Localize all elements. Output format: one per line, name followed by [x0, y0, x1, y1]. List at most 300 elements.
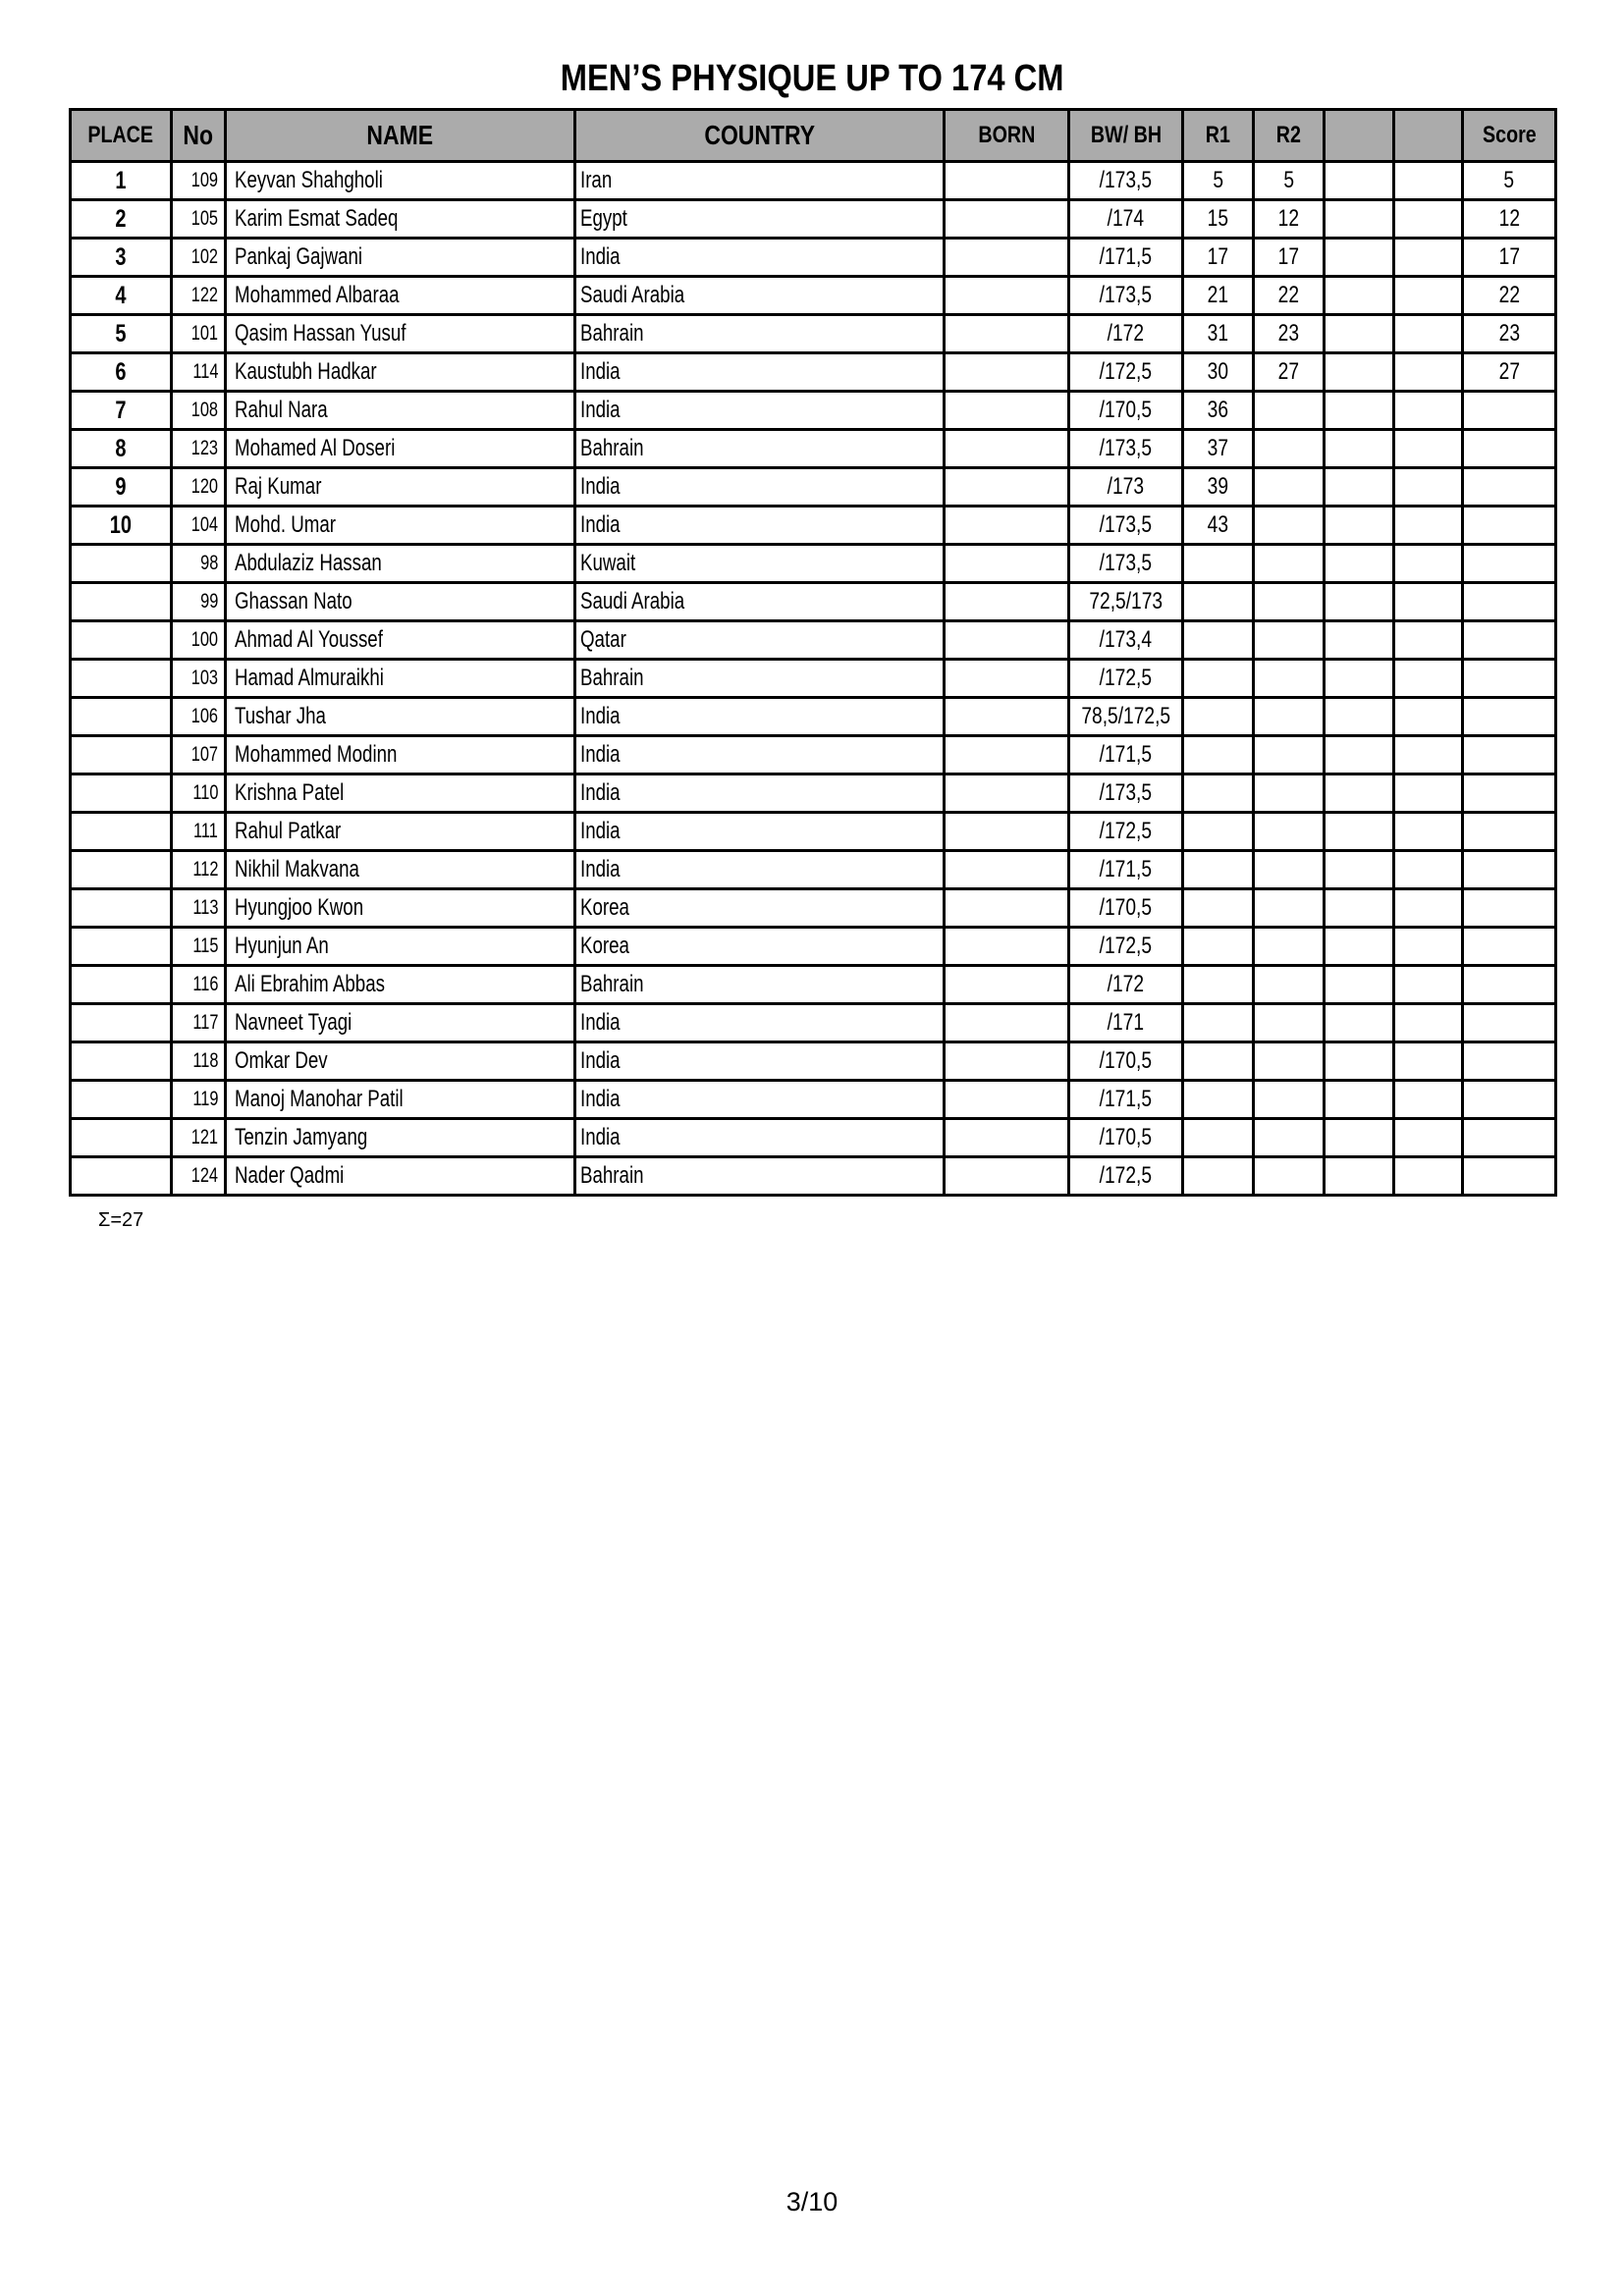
cell-place — [71, 1042, 172, 1081]
cell-country — [575, 851, 945, 889]
cell-born — [945, 1081, 1069, 1119]
cell-bwbh — [1069, 353, 1183, 392]
cell-born — [945, 162, 1069, 200]
cell-place — [71, 545, 172, 583]
cell-bwbh-text: /173,5 — [1099, 167, 1153, 193]
cell-r2-text: 27 — [1277, 358, 1300, 385]
cell-name — [226, 813, 575, 851]
cell-born — [945, 1157, 1069, 1196]
cell-no — [172, 468, 226, 507]
cell-no — [172, 392, 226, 430]
cell-place — [71, 162, 172, 200]
cell-no — [172, 583, 226, 621]
cell-extra2 — [1394, 813, 1463, 851]
cell-place-text: 9 — [115, 473, 127, 501]
cell-extra1 — [1325, 277, 1394, 315]
cell-no-text: 99 — [199, 590, 218, 613]
cell-bwbh-text: 72,5/173 — [1089, 588, 1163, 614]
cell-born — [945, 813, 1069, 851]
cell-name-text: Krishna Patel — [235, 779, 345, 806]
col-header-r1-label: R1 — [1205, 122, 1231, 148]
cell-r1-text: 5 — [1213, 167, 1223, 193]
col-header-no — [172, 110, 226, 162]
cell-r2 — [1254, 545, 1325, 583]
cell-bwbh-text: /172,5 — [1099, 665, 1153, 691]
cell-country-text: Iran — [580, 167, 613, 193]
cell-place-text: 8 — [115, 435, 127, 462]
cell-bwbh — [1069, 162, 1183, 200]
cell-score — [1463, 545, 1556, 583]
cell-score — [1463, 583, 1556, 621]
cell-r1 — [1183, 774, 1254, 813]
cell-r1-text: 31 — [1207, 320, 1229, 347]
cell-name — [226, 1119, 575, 1157]
cell-extra2 — [1394, 1157, 1463, 1196]
cell-bwbh-text: /173,5 — [1099, 282, 1153, 308]
cell-bwbh-text: /170,5 — [1099, 1047, 1153, 1074]
cell-country — [575, 928, 945, 966]
cell-no-text: 123 — [190, 437, 218, 459]
cell-name-text: Omkar Dev — [235, 1047, 328, 1074]
cell-extra1 — [1325, 353, 1394, 392]
cell-r1 — [1183, 1119, 1254, 1157]
cell-score — [1463, 774, 1556, 813]
cell-score — [1463, 621, 1556, 660]
cell-place — [71, 1004, 172, 1042]
cell-country — [575, 774, 945, 813]
table-row — [71, 162, 1556, 200]
col-header-born-label: BORN — [978, 122, 1035, 148]
cell-extra2 — [1394, 1081, 1463, 1119]
cell-no — [172, 889, 226, 928]
cell-bwbh — [1069, 889, 1183, 928]
cell-country — [575, 1081, 945, 1119]
cell-no-text: 121 — [190, 1126, 218, 1148]
cell-born — [945, 315, 1069, 353]
cell-no — [172, 277, 226, 315]
cell-place — [71, 239, 172, 277]
cell-r2 — [1254, 1042, 1325, 1081]
cell-born — [945, 1042, 1069, 1081]
cell-country-text: India — [580, 397, 621, 423]
cell-bwbh-text: 78,5/172,5 — [1081, 703, 1171, 729]
cell-bwbh-text: /172 — [1107, 320, 1145, 347]
cell-r1-text: 30 — [1207, 358, 1229, 385]
cell-country-text: India — [580, 779, 621, 806]
cell-extra1 — [1325, 1119, 1394, 1157]
cell-place — [71, 315, 172, 353]
cell-bwbh-text: /172,5 — [1099, 933, 1153, 959]
cell-born — [945, 660, 1069, 698]
cell-country-text: India — [580, 1124, 621, 1150]
cell-country-text: Bahrain — [580, 435, 644, 461]
cell-r2-text: 23 — [1277, 320, 1300, 347]
cell-country — [575, 200, 945, 239]
cell-name-text: Karim Esmat Sadeq — [235, 205, 399, 232]
cell-no-text: 117 — [191, 1011, 218, 1034]
cell-country — [575, 545, 945, 583]
cell-name-text: Hyunjun An — [235, 933, 329, 959]
col-header-bwbh — [1069, 110, 1183, 162]
cell-no-text: 112 — [191, 858, 218, 881]
cell-extra2 — [1394, 966, 1463, 1004]
cell-bwbh — [1069, 774, 1183, 813]
table-row — [71, 1119, 1556, 1157]
cell-r2 — [1254, 200, 1325, 239]
cell-no-text: 124 — [190, 1164, 218, 1187]
cell-bwbh-text: /173,4 — [1099, 626, 1153, 653]
cell-r1 — [1183, 1004, 1254, 1042]
cell-country-text: Korea — [580, 933, 629, 959]
cell-extra2 — [1394, 1042, 1463, 1081]
cell-name — [226, 545, 575, 583]
cell-name — [226, 698, 575, 736]
cell-score — [1463, 1157, 1556, 1196]
cell-place — [71, 583, 172, 621]
table-row — [71, 200, 1556, 239]
table-row — [71, 392, 1556, 430]
cell-r2 — [1254, 621, 1325, 660]
cell-r1 — [1183, 621, 1254, 660]
cell-r2 — [1254, 1119, 1325, 1157]
cell-r1 — [1183, 468, 1254, 507]
cell-country-text: Saudi Arabia — [580, 282, 685, 308]
cell-country — [575, 1119, 945, 1157]
col-header-country — [575, 110, 945, 162]
cell-extra1 — [1325, 698, 1394, 736]
cell-extra2 — [1394, 736, 1463, 774]
cell-no — [172, 200, 226, 239]
cell-bwbh-text: /174 — [1107, 205, 1145, 232]
cell-bwbh-text: /170,5 — [1099, 1124, 1153, 1150]
cell-bwbh — [1069, 392, 1183, 430]
cell-place — [71, 774, 172, 813]
table-row — [71, 239, 1556, 277]
cell-name-text: Hyungjoo Kwon — [235, 894, 364, 921]
table-row — [71, 966, 1556, 1004]
cell-country — [575, 1004, 945, 1042]
cell-score — [1463, 277, 1556, 315]
cell-name — [226, 1042, 575, 1081]
cell-score — [1463, 928, 1556, 966]
cell-score-text: 27 — [1498, 358, 1520, 385]
cell-bwbh — [1069, 851, 1183, 889]
cell-bwbh-text: /171 — [1107, 1009, 1145, 1036]
cell-r1 — [1183, 353, 1254, 392]
cell-place-text: 4 — [115, 282, 127, 309]
cell-country — [575, 430, 945, 468]
cell-name — [226, 1081, 575, 1119]
cell-place — [71, 621, 172, 660]
cell-place-text: 10 — [109, 511, 133, 539]
cell-r1-text: 39 — [1207, 473, 1229, 500]
cell-r2 — [1254, 392, 1325, 430]
cell-r2 — [1254, 315, 1325, 353]
cell-born — [945, 889, 1069, 928]
cell-name-text: Abdulaziz Hassan — [235, 550, 382, 576]
cell-r1 — [1183, 162, 1254, 200]
cell-score-text: 22 — [1498, 282, 1520, 308]
cell-name — [226, 430, 575, 468]
cell-bwbh — [1069, 1042, 1183, 1081]
cell-bwbh — [1069, 660, 1183, 698]
cell-country-text: Qatar — [580, 626, 626, 653]
page-title-text: MEN’S PHYSIQUE UP TO 174 CM — [560, 58, 1064, 99]
cell-born — [945, 621, 1069, 660]
cell-no-text: 122 — [190, 284, 218, 306]
cell-country-text: India — [580, 511, 621, 538]
table-row — [71, 698, 1556, 736]
col-header-r2-label: R2 — [1275, 122, 1302, 148]
cell-no-text: 118 — [191, 1049, 218, 1072]
cell-score — [1463, 353, 1556, 392]
table-row — [71, 660, 1556, 698]
cell-country-text: India — [580, 741, 621, 768]
cell-no — [172, 162, 226, 200]
cell-no — [172, 353, 226, 392]
cell-r1 — [1183, 545, 1254, 583]
cell-extra2 — [1394, 1119, 1463, 1157]
cell-country-text: Bahrain — [580, 971, 644, 997]
cell-r1-text: 21 — [1207, 282, 1229, 308]
cell-extra2 — [1394, 468, 1463, 507]
cell-bwbh — [1069, 928, 1183, 966]
cell-country-text: India — [580, 358, 621, 385]
table-row — [71, 430, 1556, 468]
cell-bwbh — [1069, 277, 1183, 315]
cell-name — [226, 353, 575, 392]
table-row — [71, 545, 1556, 583]
cell-no-text: 107 — [190, 743, 218, 766]
cell-country-text: Bahrain — [580, 320, 644, 347]
cell-name — [226, 851, 575, 889]
cell-name-text: Ghassan Nato — [235, 588, 352, 614]
cell-score-text: 12 — [1498, 205, 1520, 232]
cell-extra1 — [1325, 545, 1394, 583]
cell-bwbh — [1069, 583, 1183, 621]
cell-score — [1463, 315, 1556, 353]
cell-name — [226, 392, 575, 430]
cell-extra1 — [1325, 1157, 1394, 1196]
cell-place-text: 3 — [115, 243, 127, 271]
cell-r1-text: 15 — [1207, 205, 1229, 232]
cell-country-text: India — [580, 1047, 621, 1074]
cell-no — [172, 621, 226, 660]
cell-score — [1463, 851, 1556, 889]
cell-r2 — [1254, 1157, 1325, 1196]
cell-name — [226, 239, 575, 277]
cell-extra2 — [1394, 660, 1463, 698]
cell-r1 — [1183, 507, 1254, 545]
cell-no-text: 109 — [190, 169, 218, 191]
cell-name-text: Manoj Manohar Patil — [235, 1086, 404, 1112]
cell-r2 — [1254, 430, 1325, 468]
cell-r1 — [1183, 698, 1254, 736]
cell-no — [172, 315, 226, 353]
cell-r2 — [1254, 698, 1325, 736]
cell-score — [1463, 1119, 1556, 1157]
cell-r2-text: 17 — [1277, 243, 1300, 270]
cell-place — [71, 698, 172, 736]
cell-name — [226, 507, 575, 545]
cell-score — [1463, 392, 1556, 430]
cell-no — [172, 1081, 226, 1119]
cell-r2 — [1254, 851, 1325, 889]
cell-score — [1463, 660, 1556, 698]
table-row — [71, 736, 1556, 774]
cell-extra2 — [1394, 430, 1463, 468]
cell-name — [226, 774, 575, 813]
cell-born — [945, 507, 1069, 545]
cell-r2-text: 5 — [1283, 167, 1294, 193]
table-row — [71, 851, 1556, 889]
cell-extra2 — [1394, 162, 1463, 200]
cell-score — [1463, 1081, 1556, 1119]
cell-r2 — [1254, 813, 1325, 851]
col-header-r1 — [1183, 110, 1254, 162]
col-header-bwbh-label: BW/ BH — [1090, 122, 1162, 148]
cell-extra1 — [1325, 966, 1394, 1004]
cell-no-text: 119 — [191, 1088, 218, 1110]
cell-r1 — [1183, 889, 1254, 928]
cell-place — [71, 468, 172, 507]
col-header-extra1 — [1325, 110, 1394, 162]
cell-place — [71, 1119, 172, 1157]
cell-r1 — [1183, 430, 1254, 468]
cell-name — [226, 277, 575, 315]
header-row — [71, 110, 1556, 162]
cell-r1 — [1183, 966, 1254, 1004]
cell-no-text: 111 — [193, 820, 218, 842]
cell-no — [172, 698, 226, 736]
cell-extra2 — [1394, 889, 1463, 928]
table-row — [71, 315, 1556, 353]
cell-no — [172, 851, 226, 889]
cell-no-text: 104 — [190, 513, 218, 536]
cell-country-text: Bahrain — [580, 665, 644, 691]
cell-country — [575, 162, 945, 200]
cell-bwbh — [1069, 621, 1183, 660]
cell-bwbh — [1069, 507, 1183, 545]
cell-bwbh — [1069, 1081, 1183, 1119]
cell-born — [945, 277, 1069, 315]
cell-r1 — [1183, 315, 1254, 353]
cell-no-text: 105 — [190, 207, 218, 230]
cell-extra1 — [1325, 851, 1394, 889]
cell-r1-text: 36 — [1207, 397, 1229, 423]
cell-country-text: India — [580, 703, 621, 729]
cell-country — [575, 660, 945, 698]
table-row — [71, 1004, 1556, 1042]
cell-no — [172, 430, 226, 468]
cell-extra2 — [1394, 277, 1463, 315]
table-row — [71, 1081, 1556, 1119]
table-row — [71, 813, 1556, 851]
cell-score — [1463, 200, 1556, 239]
cell-name-text: Ali Ebrahim Abbas — [235, 971, 385, 997]
cell-country — [575, 277, 945, 315]
cell-extra1 — [1325, 774, 1394, 813]
cell-bwbh-text: /171,5 — [1099, 741, 1153, 768]
cell-extra2 — [1394, 583, 1463, 621]
cell-bwbh — [1069, 1157, 1183, 1196]
cell-place — [71, 928, 172, 966]
cell-no-text: 100 — [190, 628, 218, 651]
cell-born — [945, 392, 1069, 430]
cell-place — [71, 507, 172, 545]
cell-bwbh — [1069, 545, 1183, 583]
cell-name — [226, 621, 575, 660]
cell-no-text: 101 — [190, 322, 218, 345]
page-number: 3/10 — [785, 2187, 839, 2216]
col-header-extra2 — [1394, 110, 1463, 162]
cell-name-text: Rahul Nara — [235, 397, 328, 423]
cell-name-text: Kaustubh Hadkar — [235, 358, 377, 385]
table-row — [71, 1157, 1556, 1196]
cell-extra1 — [1325, 1004, 1394, 1042]
cell-country — [575, 621, 945, 660]
cell-no — [172, 736, 226, 774]
cell-country — [575, 698, 945, 736]
cell-place — [71, 430, 172, 468]
cell-score — [1463, 1004, 1556, 1042]
cell-r2 — [1254, 889, 1325, 928]
cell-country-text: India — [580, 856, 621, 882]
cell-name-text: Navneet Tyagi — [235, 1009, 352, 1036]
cell-born — [945, 851, 1069, 889]
cell-bwbh-text: /171,5 — [1099, 1086, 1153, 1112]
cell-r2 — [1254, 774, 1325, 813]
cell-bwbh — [1069, 200, 1183, 239]
cell-name — [226, 1157, 575, 1196]
cell-no-text: 115 — [191, 934, 218, 957]
col-header-born — [945, 110, 1069, 162]
cell-bwbh — [1069, 430, 1183, 468]
cell-name-text: Mohd. Umar — [235, 511, 336, 538]
cell-extra2 — [1394, 200, 1463, 239]
cell-born — [945, 583, 1069, 621]
cell-bwbh-text: /172,5 — [1099, 1162, 1153, 1189]
table-row — [71, 583, 1556, 621]
cell-r2 — [1254, 507, 1325, 545]
cell-score — [1463, 698, 1556, 736]
cell-born — [945, 468, 1069, 507]
cell-r2 — [1254, 736, 1325, 774]
cell-place — [71, 660, 172, 698]
col-header-place-label: PLACE — [87, 122, 154, 148]
cell-country — [575, 239, 945, 277]
cell-extra2 — [1394, 1004, 1463, 1042]
cell-bwbh — [1069, 468, 1183, 507]
cell-r1 — [1183, 660, 1254, 698]
cell-r1 — [1183, 200, 1254, 239]
cell-extra1 — [1325, 468, 1394, 507]
cell-no — [172, 813, 226, 851]
cell-place-text: 5 — [115, 320, 127, 347]
cell-country — [575, 1157, 945, 1196]
cell-extra2 — [1394, 851, 1463, 889]
cell-name — [226, 315, 575, 353]
cell-score — [1463, 889, 1556, 928]
table-row — [71, 277, 1556, 315]
cell-country — [575, 507, 945, 545]
cell-country-text: Saudi Arabia — [580, 588, 685, 614]
cell-born — [945, 928, 1069, 966]
cell-bwbh — [1069, 315, 1183, 353]
cell-no-text: 106 — [190, 705, 218, 727]
cell-country — [575, 1042, 945, 1081]
cell-r2 — [1254, 1004, 1325, 1042]
